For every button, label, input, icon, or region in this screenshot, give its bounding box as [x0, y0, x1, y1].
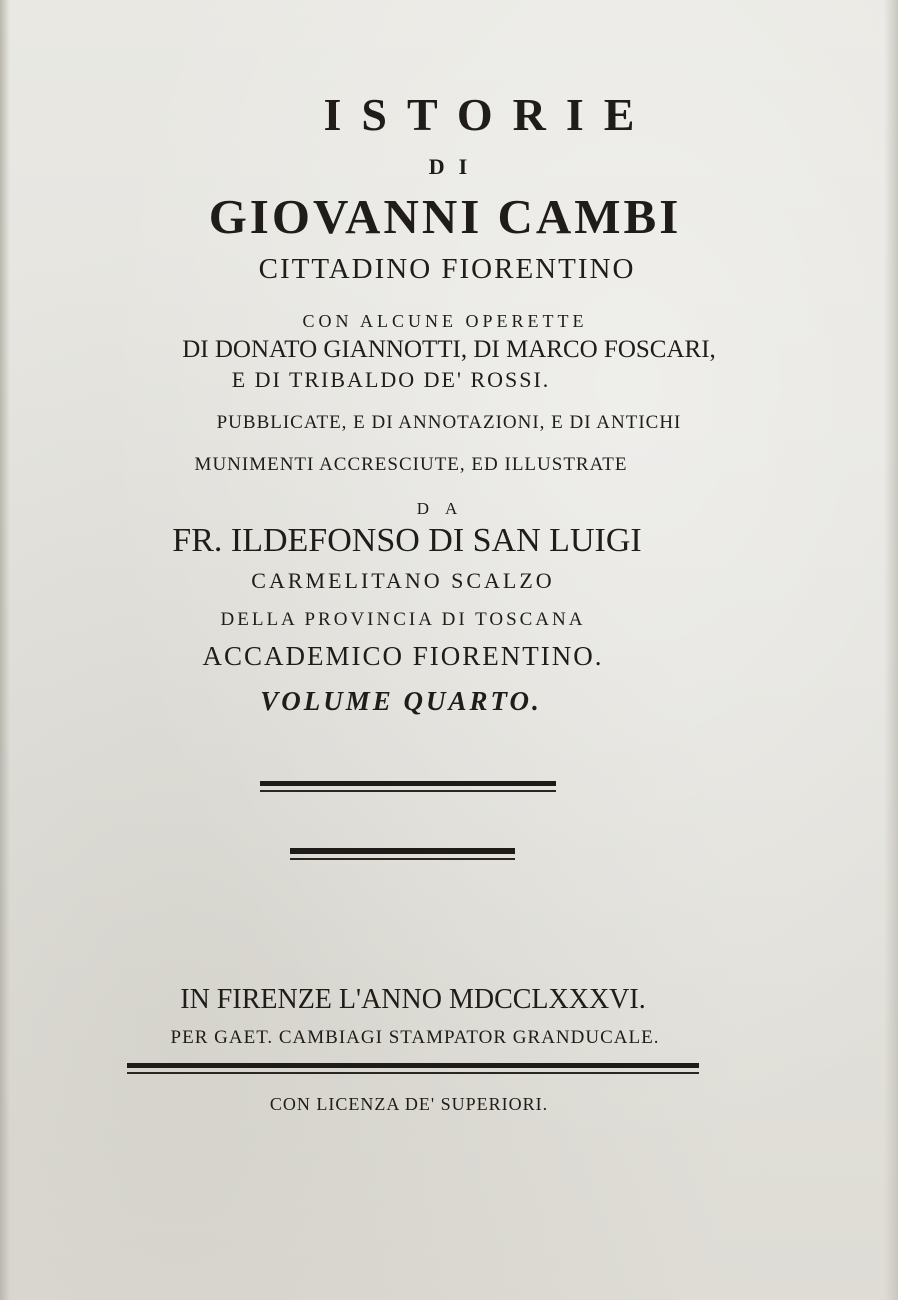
editor-name: FR. ILDEFONSO DI SAN LUIGI: [172, 522, 642, 559]
imprint-printer: PER GAET. CAMBIAGI STAMPATOR GRANDUCALE.: [170, 1027, 660, 1048]
additional-works: CON ALCUNE OPERETTE: [302, 311, 588, 331]
imprint-place-year: IN FIRENZE L'ANNO MDCCLXXXVI.: [180, 984, 646, 1015]
ornamental-rule-2: [290, 848, 515, 860]
publication-note-line-2: MUNIMENTI ACCRESCIUTE, ED ILLUSTRATE: [194, 454, 628, 475]
publication-note-line-1: PUBBLICATE, E DI ANNOTAZIONI, E DI ANTICHI: [216, 412, 682, 433]
contributors-line-2: E DI TRIBALDO DE' ROSSI.: [231, 367, 551, 392]
editor-order: CARMELITANO SCALZO: [251, 568, 555, 593]
author-name: GIOVANNI CAMBI: [208, 189, 682, 244]
ornamental-rule-1: [260, 781, 556, 792]
editor-province: DELLA PROVINCIA DI TOSCANA: [220, 609, 586, 630]
volume-label: VOLUME QUARTO.: [260, 686, 542, 716]
book-title: ISTORIE: [323, 89, 655, 140]
editor-preposition: DA: [416, 499, 474, 518]
license-note: CON LICENZA DE' SUPERIORI.: [269, 1094, 549, 1114]
contributors-line-1: DI DONATO GIANNOTTI, DI MARCO FOSCARI,: [182, 336, 716, 363]
author-description: CITTADINO FIORENTINO: [258, 253, 636, 285]
imprint-rule: [127, 1063, 699, 1074]
title-preposition: DI: [428, 154, 482, 179]
editor-academy: ACCADEMICO FIORENTINO.: [202, 641, 604, 671]
